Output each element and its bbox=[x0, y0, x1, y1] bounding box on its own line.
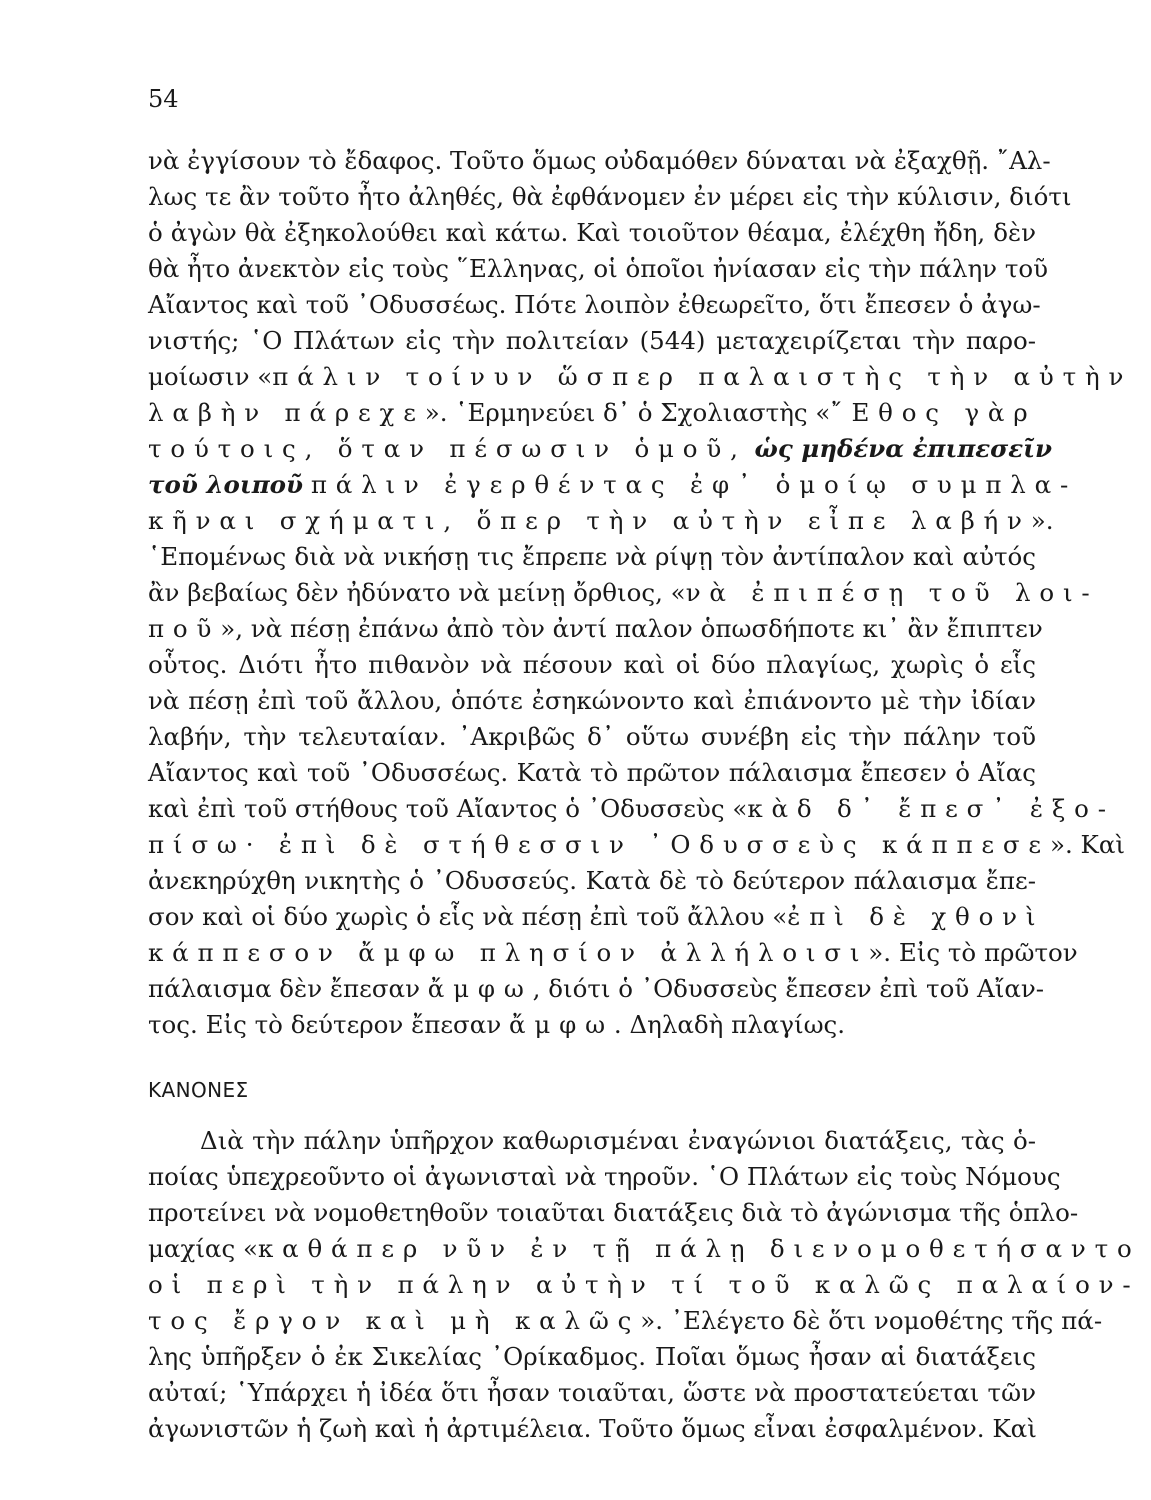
text-run: . Δηλαδὴ πλαγίως. bbox=[613, 1010, 846, 1039]
text-line bbox=[148, 1268, 1140, 1302]
text-line: λως τε ἂν τοῦτο ἦτο ἀληθές, θὰ ἐφθάνομεν ἐν μέρει εἰς τὴν κύλισιν, διότι bbox=[148, 182, 1072, 211]
text-run: ἂν βεβαίως δὲν ἠδύνατο νὰ μείνῃ ὄρθιος, « bbox=[148, 578, 686, 607]
text-line bbox=[148, 828, 1125, 862]
quoted-spaced-text: ἄμφω bbox=[509, 1010, 614, 1039]
section-heading: ΚΑΝΟΝΕΣ bbox=[148, 1078, 249, 1102]
text-line: προτείνει νὰ νομοθετηθοῦν τοιαῦται διατάξεις διὰ τὸ ἀγώνισμα τῆς ὁπλο- bbox=[148, 1198, 1079, 1227]
text-run: », νὰ πέσῃ ἐπάνω ἀπὸ τὸν ἀντί παλον ὁπωσδήποτε κι᾿ ἂν ἔπιπτεν bbox=[220, 614, 1043, 643]
text-line: ποίας ὑπεχρεοῦντο οἱ ἀγωνισταὶ νὰ τηροῦν. ῾Ο Πλάτων εἰς τοὺς Νόμους bbox=[148, 1162, 1061, 1191]
text-line: νιστής; ῾Ο Πλάτων εἰς τὴν πολιτείαν (544) μεταχειρίζεται τὴν παρο- bbox=[148, 326, 1036, 355]
text-run: πάλαισμα δὲν ἔπεσαν bbox=[148, 974, 428, 1003]
text-line: λαβήν, τὴν τελευταίαν. ᾿Ακριβῶς δ᾿ οὕτω συνέβη εἰς τὴν πάλην τοῦ bbox=[148, 722, 1036, 751]
emphasized-text: ὡς μηδένα ἐπιπεσεῖν bbox=[754, 434, 1052, 463]
text-line: λης ὑπῆρξεν ὁ ἐκ Σικελίας ᾿Ορίκαδμος. Ποῖαι ὅμως ἦσαν αἱ διατάξεις bbox=[148, 1342, 1036, 1371]
text-line bbox=[148, 936, 1078, 970]
text-line bbox=[148, 1304, 1103, 1338]
text-run: ». ᾿Ελέγετο δὲ ὅτι νομοθέτης τῆς πά- bbox=[640, 1306, 1103, 1335]
text-line: Αἴαντος καὶ τοῦ ᾿Οδυσσέως. Κατὰ τὸ πρῶτον πάλαισμα ἔπεσεν ὁ Αἴας bbox=[148, 758, 1036, 787]
text-line: Αἴαντος καὶ τοῦ ᾿Οδυσσέως. Πότε λοιπὸν ἐθεωρεῖτο, ὅτι ἔπεσεν ὁ ἀγω- bbox=[148, 290, 1041, 319]
text-line: θὰ ἦτο ἀνεκτὸν εἰς τοὺς ῞Ελληνας, οἱ ὁποῖοι ἠνίασαν εἰς τὴν πάλην τοῦ bbox=[148, 254, 1049, 283]
text-run: , διότι ὁ ᾿Οδυσσεὺς ἔπεσεν ἐπὶ τοῦ Αἴαν- bbox=[532, 974, 1045, 1003]
text-run: καὶ ἐπὶ τοῦ στήθους τοῦ Αἴαντος ὁ ᾿Οδυσσεὺς « bbox=[148, 794, 748, 823]
emphasized-text: τοῦ λοιποῦ bbox=[148, 470, 304, 499]
text-run: ». ῾Ερμηνεύει δ᾿ ὁ Σχολιαστὴς « bbox=[424, 398, 831, 427]
quoted-spaced-text: ῎Εθος γὰρ bbox=[830, 398, 1037, 427]
text-line bbox=[148, 504, 1054, 538]
text-line bbox=[148, 468, 1078, 502]
text-line bbox=[148, 576, 1099, 610]
text-run: ». bbox=[1030, 506, 1054, 535]
quoted-spaced-text: οἱ περὶ τὴν πάλην αὐτὴν τί τοῦ καλῶς παλαίον- bbox=[148, 1270, 1140, 1299]
text-line bbox=[148, 792, 1115, 826]
text-run: μοίωσιν « bbox=[148, 362, 273, 391]
quoted-spaced-text: καθάπερ νῦν ἐν τῇ πάλῃ διενομοθετήσαντο bbox=[257, 1234, 1141, 1263]
quoted-spaced-text: ποῦ bbox=[148, 614, 221, 643]
text-run: ». Καὶ bbox=[1049, 830, 1125, 859]
text-line: οὗτος. Διότι ἦτο πιθανὸν νὰ πέσουν καὶ οἱ δύο πλαγίως, χωρὶς ὁ εἷς bbox=[148, 650, 1036, 679]
text-line: ἀνεκηρύχθη νικητὴς ὁ ᾿Οδυσσεύς. Κατὰ δὲ τὸ δεύτερον πάλαισμα ἔπε- bbox=[148, 866, 1036, 895]
text-line bbox=[148, 396, 1036, 430]
quoted-spaced-text: τούτοις, ὅταν πέσωσιν ὁμοῦ, bbox=[148, 434, 747, 463]
text-line: ῾Επομένως διὰ νὰ νικήσῃ τις ἔπρεπε νὰ ρίψῃ τὸν ἀντίπαλον καὶ αὐτός bbox=[148, 542, 1036, 571]
text-line: Διὰ τὴν πάλην ὑπῆρχον καθωρισμέναι ἐναγώνιοι διατάξεις, τὰς ὁ- bbox=[200, 1126, 1036, 1155]
text-run: σον καὶ οἱ δύο χωρὶς ὁ εἷς νὰ πέσῃ ἐπὶ τοῦ ἄλλου « bbox=[148, 902, 788, 931]
quoted-spaced-text: κῆναι σχήματι, ὅπερ τὴν αὐτὴν εἶπε λαβήν bbox=[148, 506, 1031, 535]
quoted-spaced-text: ἄμφω bbox=[427, 974, 533, 1003]
text-line bbox=[148, 612, 1043, 646]
quoted-spaced-text: λαβὴν πάρεχε bbox=[148, 398, 425, 427]
quoted-spaced-text: κάππεσον ἄμφω πλησίον ἀλλήλοισι bbox=[148, 938, 869, 967]
text-line bbox=[148, 900, 1045, 934]
text-line bbox=[148, 432, 1052, 466]
quoted-spaced-text: ἐπὶ δὲ χθονὶ bbox=[787, 902, 1045, 931]
text-run: μαχίας « bbox=[148, 1234, 258, 1263]
text-run: ». Εἰς τὸ πρῶτον bbox=[868, 938, 1078, 967]
quoted-spaced-text: πάλιν ἐγερθέντας ἐφ᾿ ὁμοίῳ συμπλα- bbox=[310, 470, 1078, 499]
page-number: 54 bbox=[148, 85, 179, 113]
text-line: ὁ ἀγὼν θὰ ἐξηκολούθει καὶ κάτω. Καὶ τοιοῦτον θέαμα, ἐλέχθη ἤδη, δὲν bbox=[148, 218, 1036, 247]
text-line: αὐταί; ῾Υπάρχει ἡ ἰδέα ὅτι ἦσαν τοιαῦται, ὥστε νὰ προστατεύεται τῶν bbox=[148, 1378, 1036, 1407]
text-line: ἀγωνιστῶν ἡ ζωὴ καὶ ἡ ἀρτιμέλεια. Τοῦτο ὅμως εἶναι ἐσφαλμένον. Καὶ bbox=[148, 1414, 1037, 1443]
text-line: νὰ πέσῃ ἐπὶ τοῦ ἄλλου, ὁπότε ἐσηκώνοντο καὶ ἐπιάνοντο μὲ τὴν ἰδίαν bbox=[148, 686, 1036, 715]
quoted-spaced-text: τος ἔργον καὶ μὴ καλῶς bbox=[148, 1306, 641, 1335]
text-line bbox=[148, 360, 1133, 394]
text-line bbox=[148, 1008, 1036, 1042]
text-run: τος. Εἰς τὸ δεύτερον ἔπεσαν bbox=[148, 1010, 510, 1039]
quoted-spaced-text: κὰδ δ᾿ ἔπεσ᾿ ἐξο- bbox=[747, 794, 1115, 823]
quoted-spaced-text: νὰ ἐπιπέσῃ τοῦ λοι- bbox=[685, 578, 1099, 607]
text-line: νὰ ἐγγίσουν τὸ ἔδαφος. Τοῦτο ὅμως οὐδαμόθεν δύναται νὰ ἐξαχθῇ. ῎Αλ- bbox=[148, 146, 1051, 175]
text-line bbox=[148, 1232, 1141, 1266]
quoted-spaced-text: πίσω· ἐπὶ δὲ στήθεσσιν ᾿Οδυσσεὺς κάππεσε bbox=[148, 830, 1050, 859]
text-line bbox=[148, 972, 1045, 1006]
quoted-spaced-text: πάλιν τοίνυν ὥσπερ παλαιστὴς τὴν αὐτὴν bbox=[272, 362, 1133, 391]
